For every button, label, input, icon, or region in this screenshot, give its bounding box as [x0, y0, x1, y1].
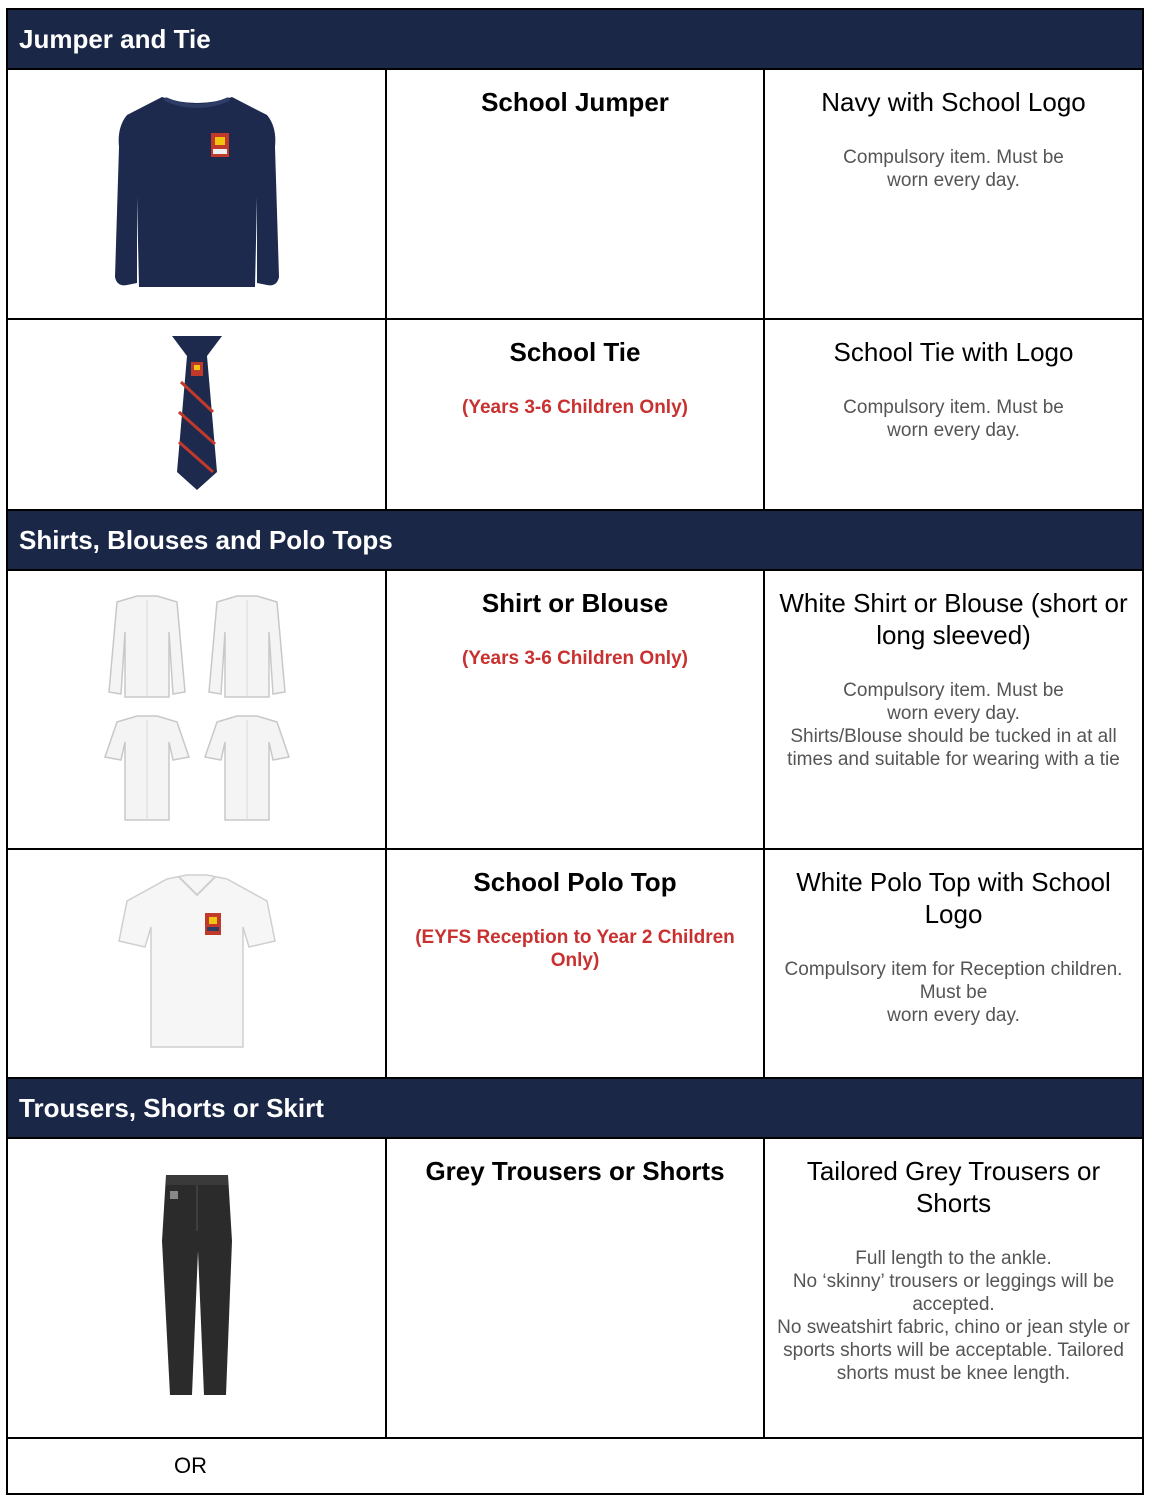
- description-line: No ‘skinny’ trousers or leggings will be accepted.: [792, 1271, 1115, 1315]
- item-note: (Years 3-6 Children Only): [462, 397, 688, 418]
- description-cell: [764, 849, 1143, 1078]
- item-name: Shirt or Blouse: [481, 588, 669, 618]
- description-cell: [764, 319, 1143, 510]
- item-name: Grey Trousers or Shorts: [425, 1156, 725, 1186]
- description-line: worn every day.: [887, 420, 1020, 441]
- description-cell: [764, 69, 1143, 319]
- table-row: [7, 1138, 1143, 1438]
- item-title: White Polo Top with School Logo: [796, 867, 1111, 929]
- item-note: (Years 3-6 Children Only): [462, 648, 688, 669]
- description-line: Compulsory item. Must be: [843, 680, 1064, 701]
- table-row: [7, 570, 1143, 849]
- item-name: School Jumper: [481, 87, 669, 117]
- description-line: worn every day.: [887, 703, 1020, 724]
- image-cell: [7, 570, 386, 849]
- item-name: School Polo Top: [473, 867, 677, 897]
- item-note: (EYFS Reception to Year 2 Children Only): [415, 927, 735, 971]
- table-row: [7, 69, 1143, 319]
- item-description: [775, 146, 1132, 192]
- section-header-jumper-tie: Jumper and Tie: [7, 9, 1143, 69]
- item-name: School Tie: [509, 337, 641, 367]
- table-row: [7, 319, 1143, 510]
- description-line: worn every day.: [887, 1005, 1020, 1026]
- name-cell: [386, 849, 764, 1078]
- description-line: worn every day.: [887, 170, 1020, 191]
- section-header-trousers: Trousers, Shorts or Skirt: [7, 1078, 1143, 1138]
- description-line: Compulsory item. Must be: [843, 397, 1064, 418]
- item-title: Tailored Grey Trousers or Shorts: [806, 1156, 1101, 1218]
- name-cell: [386, 570, 764, 849]
- image-cell: [7, 69, 386, 319]
- item-title: Navy with School Logo: [821, 87, 1086, 117]
- item-title: School Tie with Logo: [833, 337, 1074, 367]
- name-cell: [386, 1138, 764, 1438]
- shirts-image: [97, 592, 297, 822]
- tie-image: [167, 332, 227, 492]
- item-description: [775, 396, 1132, 442]
- description-line: Full length to the ankle.: [855, 1248, 1052, 1269]
- table-row: [7, 849, 1143, 1078]
- item-description: [775, 679, 1132, 771]
- item-description: [775, 958, 1132, 1027]
- or-label: OR: [7, 1438, 1143, 1494]
- description-cell: [764, 570, 1143, 849]
- description-line: Compulsory item. Must be: [843, 147, 1064, 168]
- name-cell: [386, 319, 764, 510]
- image-cell: [7, 1138, 386, 1438]
- item-title: White Shirt or Blouse (short or long sleeved): [779, 588, 1128, 650]
- image-cell: [7, 849, 386, 1078]
- name-cell: [386, 69, 764, 319]
- description-cell: [764, 1138, 1143, 1438]
- trousers-image: [152, 1171, 242, 1401]
- description-line: No sweatshirt fabric, chino or jean style or sports shorts will be acceptable. Tailored shorts must be knee length.: [777, 1317, 1130, 1384]
- description-line: Compulsory item for Reception children. Must be: [784, 959, 1123, 1003]
- uniform-table: [6, 8, 1144, 1495]
- section-header-shirts: Shirts, Blouses and Polo Tops: [7, 510, 1143, 570]
- image-cell: [7, 319, 386, 510]
- polo-image: [117, 871, 277, 1051]
- item-description: [775, 1247, 1132, 1385]
- description-line: Shirts/Blouse should be tucked in at all times and suitable for wearing with a tie: [787, 726, 1120, 770]
- jumper-image: [107, 87, 287, 297]
- table-row: [7, 1438, 1143, 1494]
